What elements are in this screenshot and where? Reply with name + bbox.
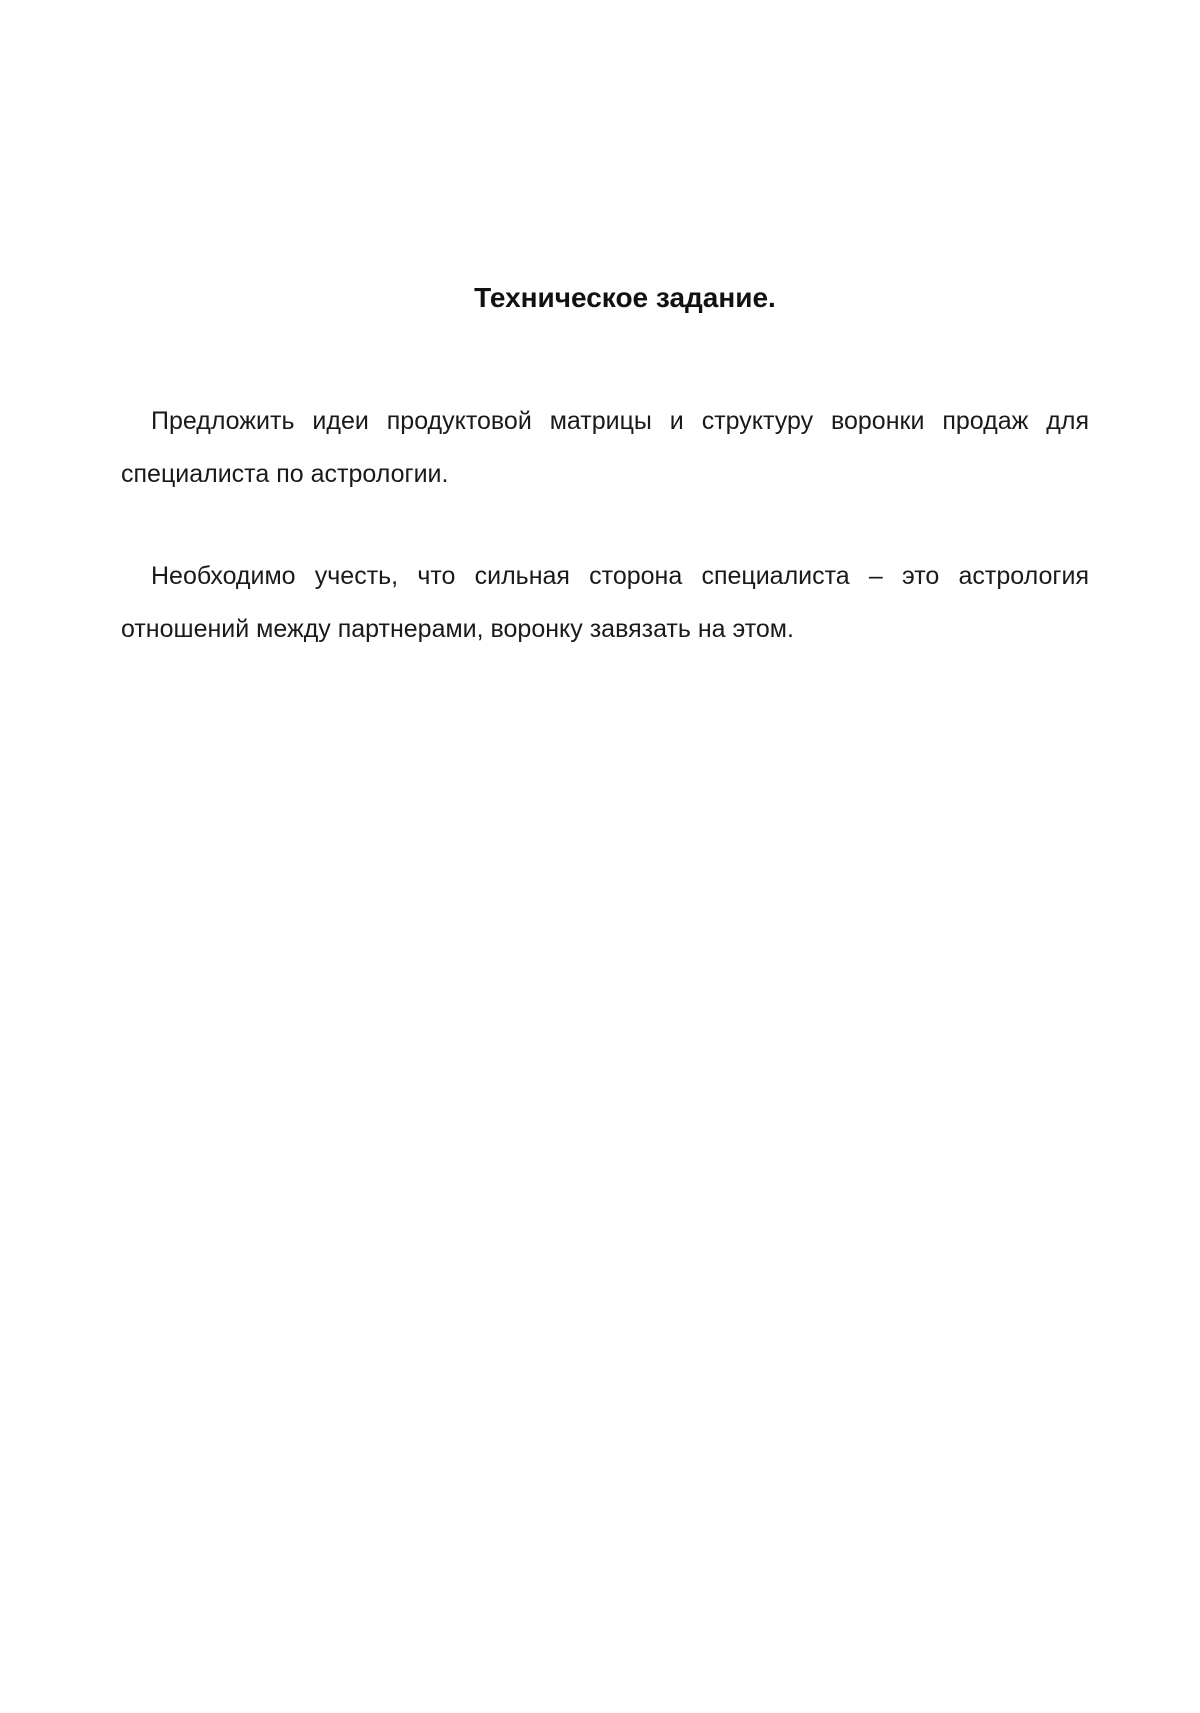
paragraph-task: Предложить идеи продуктовой матрицы и структуру воронки продаж для специалиста по астрологии. bbox=[121, 407, 1089, 488]
paragraph-requirement: Необходимо учесть, что сильная сторона специалиста – это астрология отношений между партнерами, воронку завязать на этом. bbox=[121, 562, 1089, 643]
document-title: Техническое задание. bbox=[474, 282, 776, 313]
